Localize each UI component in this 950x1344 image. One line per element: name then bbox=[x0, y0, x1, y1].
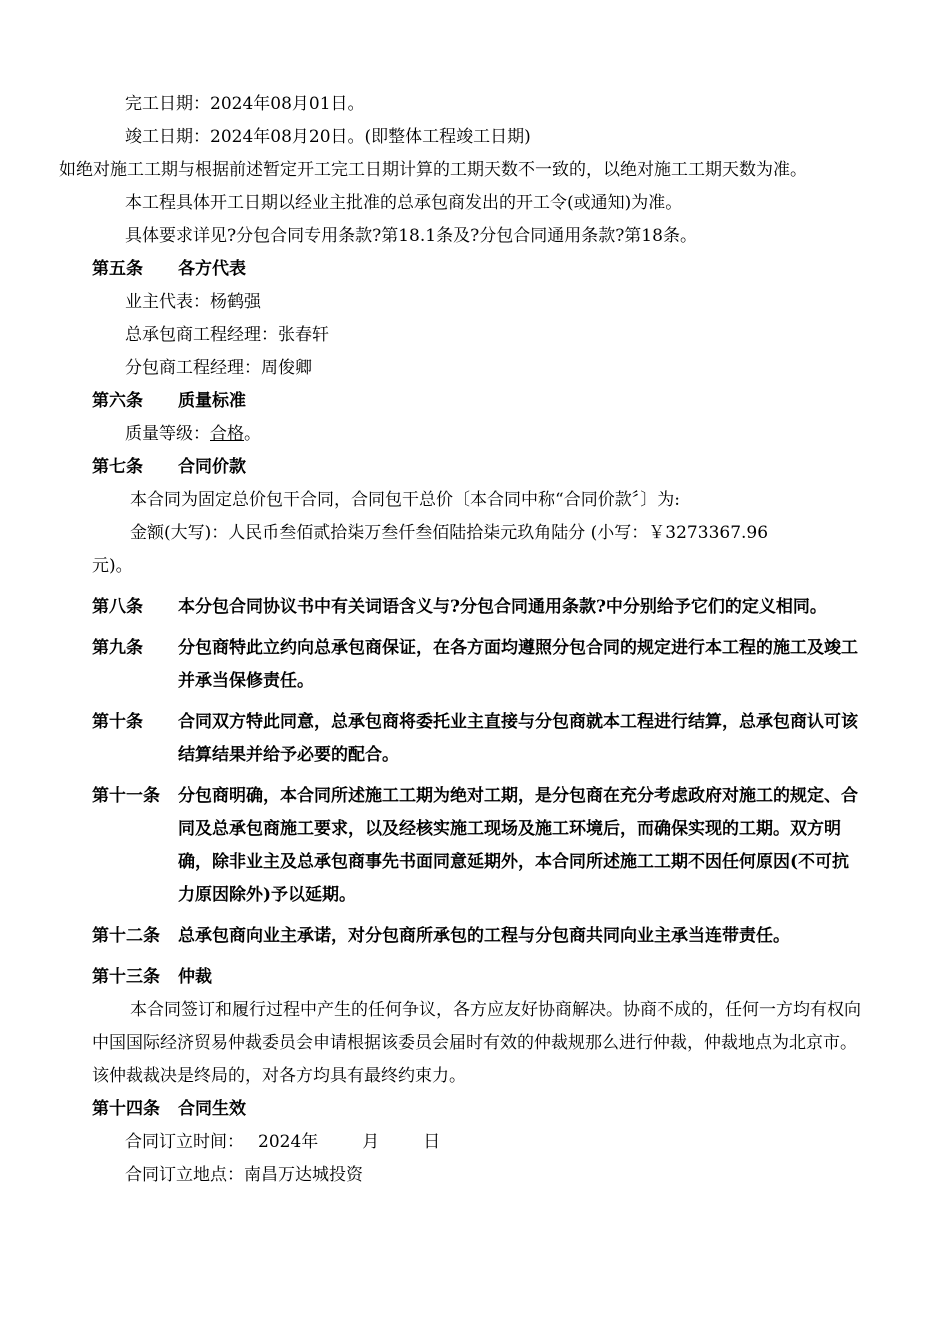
article-8 bbox=[92, 591, 864, 624]
article-5-title: 各方代表 bbox=[178, 259, 246, 279]
article-11 bbox=[92, 780, 864, 912]
quality-grade-label: 质量等级： bbox=[125, 424, 210, 444]
start-order-note: 本工程具体开工日期以经业主批准的总承包商发出的开工令(或通知)为准。 bbox=[125, 193, 683, 213]
article-10-text: 合同双方特此同意，总承包商将委托业主直接与分包商就本工程进行结算，总承包商认可该结算结果并给予必要的配合。 bbox=[178, 712, 858, 765]
article-6-number: 第六条 bbox=[92, 391, 143, 411]
article-13-text: 本合同签订和履行过程中产生的任何争议，各方应友好协商解决。协商不成的，任何一方均有权向中国国际经济贸易仲裁委员会申请根据该委员会届时有效的仲裁规那么进行仲裁，仲裁地点为北京市。该仲裁裁决是终局的，对各方均具有最终约束力。 bbox=[92, 1000, 861, 1086]
article-13-number: 第十三条 bbox=[92, 967, 160, 987]
article-9-number: 第九条 bbox=[92, 638, 143, 658]
article-13-heading bbox=[92, 961, 864, 994]
quality-grade-end: 。 bbox=[244, 424, 261, 444]
contract-page bbox=[59, 88, 864, 1192]
article-6-title: 质量标准 bbox=[178, 391, 246, 411]
article-12-text: 总承包商向业主承诺，对分包商所承包的工程与分包商共同向业主承当连带责任。 bbox=[178, 926, 790, 946]
contract-sign-time bbox=[92, 1126, 864, 1159]
article-13-title: 仲裁 bbox=[178, 967, 212, 987]
quality-grade bbox=[92, 418, 864, 451]
final-acceptance-date: 竣工日期：2024年08月20日。(即整体工程竣工日期) bbox=[125, 127, 531, 147]
quality-grade-value: 合格 bbox=[210, 424, 244, 444]
article-7-number: 第七条 bbox=[92, 457, 143, 477]
contract-sign-place: 合同订立地点：南昌万达城投资 bbox=[125, 1165, 363, 1185]
sign-day: 日 bbox=[423, 1132, 441, 1152]
sign-year: 2024年 bbox=[258, 1132, 319, 1152]
article-8-text: 本分包合同协议书中有关词语含义与?分包合同通用条款?中分别给予它们的定义相同。 bbox=[178, 597, 827, 617]
sign-time-label: 合同订立时间： bbox=[125, 1132, 244, 1152]
article-9 bbox=[92, 632, 864, 698]
article-8-number: 第八条 bbox=[92, 597, 143, 617]
article-12 bbox=[92, 920, 864, 953]
article-14-heading bbox=[92, 1093, 864, 1126]
article-12-number: 第十二条 bbox=[92, 926, 160, 946]
absolute-period-note: 如绝对施工工期与根据前述暂定开工完工日期计算的工期天数不一致的，以绝对施工工期天数为准。 bbox=[59, 160, 807, 180]
reference-note: 具体要求详见?分包合同专用条款?第18.1条及?分包合同通用条款?第18条。 bbox=[125, 226, 697, 246]
sub-engineering-manager: 分包商工程经理：周俊卿 bbox=[125, 358, 312, 378]
article-10-number: 第十条 bbox=[92, 712, 143, 732]
contract-amount-line-1: 金额(大写)：人民币叁佰贰拾柒万叁仟叁佰陆拾柒元玖角陆分 (小写：￥3273367.96 bbox=[130, 523, 769, 543]
article-11-number: 第十一条 bbox=[92, 786, 160, 806]
sign-month: 月 bbox=[362, 1132, 380, 1152]
contract-amount-line-2: 元)。 bbox=[92, 556, 133, 576]
contract-price-description: 本合同为固定总价包干合同，合同包干总价〔本合同中称“合同价款〞〕为: bbox=[130, 490, 680, 510]
completion-date: 完工日期：2024年08月01日。 bbox=[125, 94, 365, 114]
article-11-text: 分包商明确，本合同所述施工工期为绝对工期，是分包商在充分考虑政府对施工的规定、合同及总承包商施工要求，以及经核实施工现场及施工环境后，而确保实现的工期。双方明确，除非业主及总承包商事先书面同意延期外，本合同所述施工工期不因任何原因(不可抗力原因除外)予以延期。 bbox=[178, 786, 858, 905]
article-7-title: 合同价款 bbox=[178, 457, 246, 477]
gc-engineering-manager: 总承包商工程经理：张春轩 bbox=[125, 325, 329, 345]
article-14-title: 合同生效 bbox=[178, 1099, 246, 1119]
owner-representative: 业主代表：杨鹤强 bbox=[125, 292, 261, 312]
article-5-number: 第五条 bbox=[92, 259, 143, 279]
article-14-number: 第十四条 bbox=[92, 1099, 160, 1119]
article-10 bbox=[92, 706, 864, 772]
article-6-heading bbox=[92, 385, 864, 418]
article-5-heading bbox=[92, 253, 864, 286]
article-9-text: 分包商特此立约向总承包商保证，在各方面均遵照分包合同的规定进行本工程的施工及竣工并承当保修责任。 bbox=[178, 638, 858, 691]
article-7-heading bbox=[92, 451, 864, 484]
